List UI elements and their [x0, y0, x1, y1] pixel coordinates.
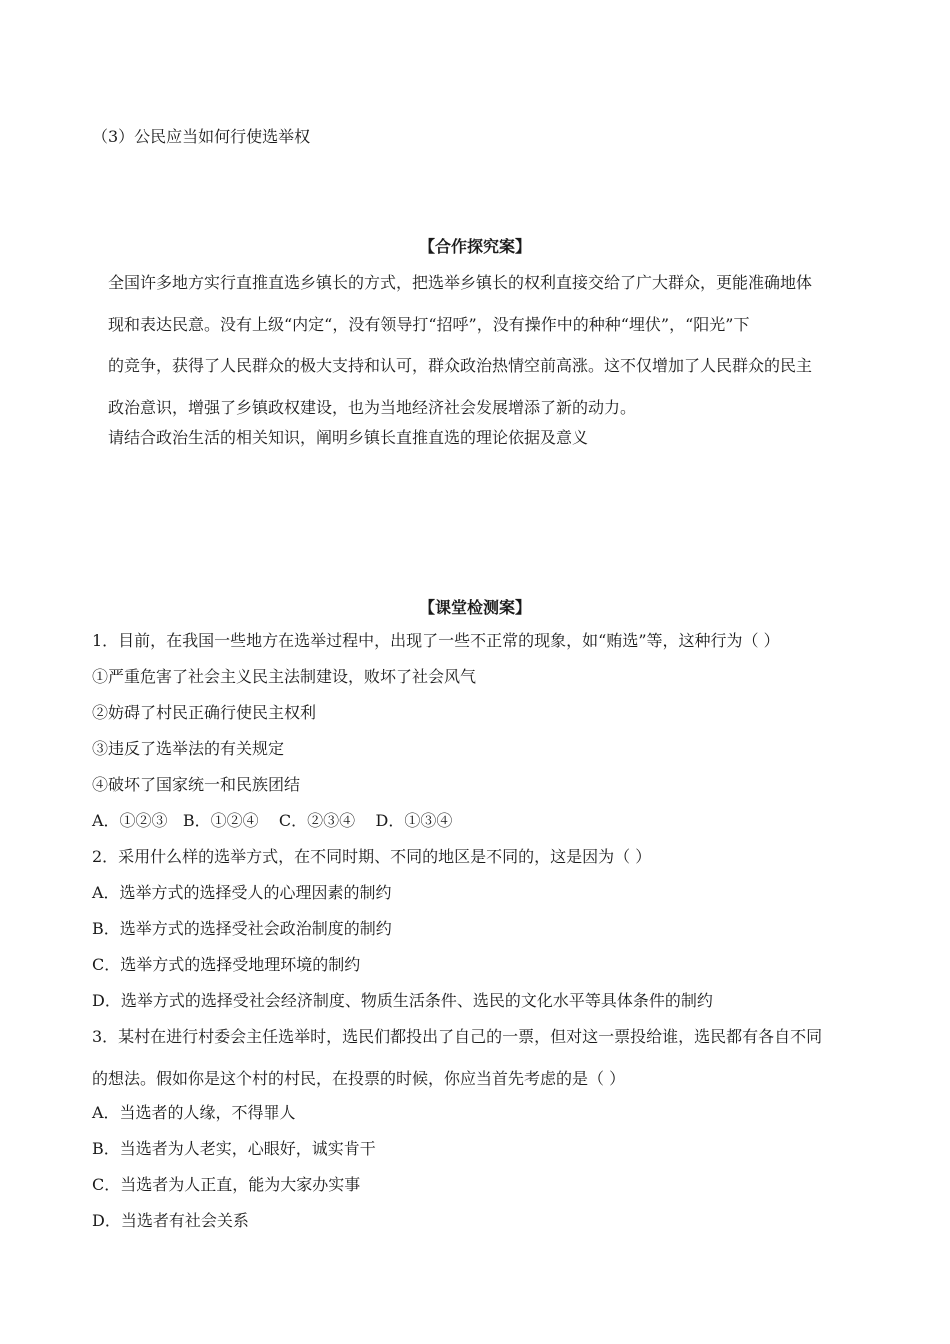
answer-options: A．①②③ B．①②④ C．②③④ D．①③④: [92, 811, 453, 830]
statement-item: ③违反了选举法的有关规定: [92, 739, 285, 758]
question-stem: 1．目前，在我国一些地方在选举过程中，出现了一些不正常的现象，如“贿选”等，这种行为（ ）: [92, 631, 780, 650]
paragraph-line: 全国许多地方实行直推直选乡镇长的方式，把选举乡镇长的权利直接交给了广大群众，更能准确地体: [108, 273, 813, 292]
question-3-prompt: （3）公民应当如何行使选举权: [92, 127, 311, 146]
paragraph-line: 的竞争，获得了人民群众的极大支持和认可，群众政治热情空前高涨。这不仅增加了人民群众的民主: [108, 356, 813, 375]
answer-option: D．选举方式的选择受社会经济制度、物质生活条件、选民的文化水平等具体条件的制约: [92, 991, 713, 1010]
cooperation-prompt: 请结合政治生活的相关知识，阐明乡镇长直推直选的理论依据及意义: [108, 428, 589, 447]
answer-option: A．当选者的人缘，不得罪人: [92, 1103, 296, 1122]
statement-item: ④破坏了国家统一和民族团结: [92, 775, 301, 794]
answer-option: B．选举方式的选择受社会政治制度的制约: [92, 919, 392, 938]
statement-item: ①严重危害了社会主义民主法制建设，败坏了社会风气: [92, 667, 477, 686]
paragraph-line: 现和表达民意。没有上级“内定“，没有领导打“招呼”，没有操作中的种种“埋伏”，“阳光”下: [108, 315, 750, 334]
answer-option: C．选举方式的选择受地理环境的制约: [92, 955, 361, 974]
check-heading: 【课堂检测案】: [418, 598, 531, 617]
question-stem: 2．采用什么样的选举方式，在不同时期、不同的地区是不同的，这是因为（ ）: [92, 847, 652, 866]
cooperation-heading: 【合作探究案】: [418, 237, 531, 256]
question-stem: 的想法。假如你是这个村的村民，在投票的时候，你应当首先考虑的是（ ）: [92, 1069, 626, 1088]
question-stem: 3．某村在进行村委会主任选举时，选民们都投出了自己的一票，但对这一票投给谁，选民都有各自不同: [92, 1027, 823, 1046]
answer-option: A．选举方式的选择受人的心理因素的制约: [92, 883, 392, 902]
paragraph-line: 政治意识，增强了乡镇政权建设，也为当地经济社会发展增添了新的动力。: [108, 398, 637, 417]
statement-item: ②妨碍了村民正确行使民主权利: [92, 703, 317, 722]
answer-option: D．当选者有社会关系: [92, 1211, 249, 1230]
answer-option: B．当选者为人老实，心眼好，诚实肯干: [92, 1139, 376, 1158]
answer-option: C．当选者为人正直，能为大家办实事: [92, 1175, 361, 1194]
